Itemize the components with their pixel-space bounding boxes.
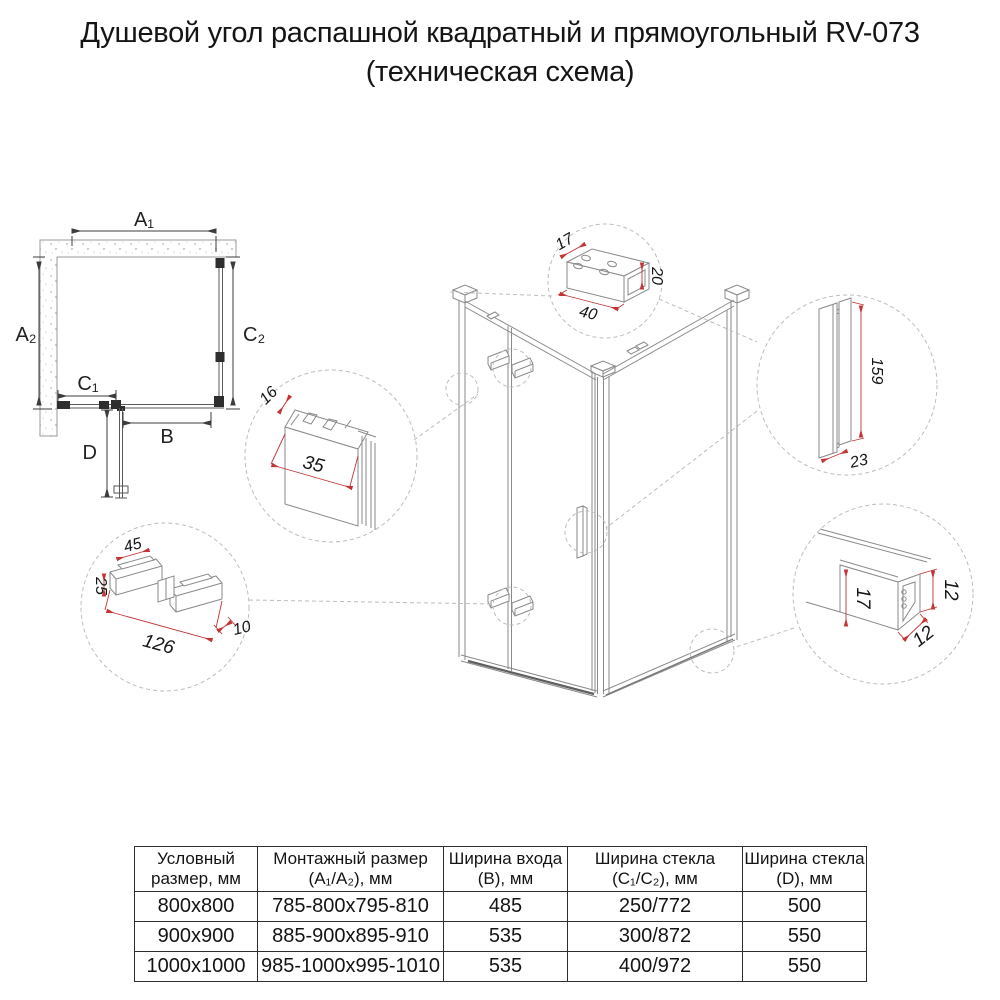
detail-handle (819, 298, 885, 472)
bracket-height-label: 20 (648, 267, 665, 285)
handle-depth-label: 23 (848, 451, 870, 472)
table-cell: 300/872 (568, 922, 743, 952)
detail-wall-profile (257, 383, 376, 530)
table-cell: 985-1000x995-1010 (258, 952, 444, 982)
table-cell: 550 (743, 922, 867, 952)
dim-d: D (82, 442, 97, 464)
table-cell: 785-800x795-810 (258, 892, 444, 922)
plan-dimensions (33, 231, 240, 497)
col-header-nominal-size: Условный размер, мм (135, 847, 258, 892)
table-cell: 400/972 (568, 952, 743, 982)
col-header-entry-width: Ширина входа (B), мм (444, 847, 568, 892)
table-row (135, 892, 867, 922)
isometric-view (453, 285, 749, 697)
table-cell: 535 (444, 952, 568, 982)
table-cell: 485 (444, 892, 568, 922)
detail-hinge (92, 535, 253, 659)
plan-door (114, 408, 128, 498)
col-header-glass-width-d: Ширина стекла (D), мм (743, 847, 867, 892)
wall-profile-width-label: 16 (256, 383, 282, 409)
hinge-length-label: 126 (140, 630, 177, 659)
hinge-height-label: 25 (92, 577, 109, 595)
detail-bottom-rail (806, 529, 961, 651)
table-cell: 1000x1000 (135, 952, 258, 982)
size-table (134, 846, 867, 982)
plan-view (15, 209, 265, 498)
table-cell: 885-900x895-910 (258, 922, 444, 952)
rail-glass-depth-label: 17 (852, 587, 873, 609)
table-cell: 800x800 (135, 892, 258, 922)
rail-depth-label: 12 (908, 621, 939, 652)
handle-height-label: 159 (868, 357, 885, 385)
wall-profile-face-label: 35 (300, 451, 327, 478)
dim-a1: A₁ (133, 209, 155, 231)
hinge-tab-label: 45 (122, 535, 144, 557)
top-hinge (488, 350, 533, 378)
dim-a2: A₂ (15, 324, 37, 346)
table-cell: 900x900 (135, 922, 258, 952)
hinge-thickness-label: 10 (231, 618, 253, 640)
title-line-1: Душевой угол распашной квадратный и прямоугольный RV-073 (80, 17, 920, 49)
callout-circles (81, 224, 973, 691)
door-handle (577, 506, 587, 558)
table-cell: 535 (444, 922, 568, 952)
table-row (135, 922, 867, 952)
bottom-hinge (488, 588, 533, 616)
col-header-glass-width-c: Ширина стекла (C₁/C₂), мм (568, 847, 743, 892)
table-row (135, 952, 867, 982)
bracket-depth-label: 17 (552, 230, 577, 254)
dim-c2: C₂ (243, 324, 266, 346)
table-cell: 500 (743, 892, 867, 922)
dim-c1: C₁ (77, 373, 99, 395)
title-line-2: (техническая схема) (365, 56, 635, 88)
rail-height-label: 12 (940, 579, 961, 601)
bracket-length-label: 40 (577, 303, 599, 325)
col-header-mounting-size: Монтажный размер (A₁/A₂), мм (258, 847, 444, 892)
table-cell: 550 (743, 952, 867, 982)
dim-b: B (160, 426, 174, 448)
table-header-row (135, 847, 867, 892)
table-cell: 250/772 (568, 892, 743, 922)
